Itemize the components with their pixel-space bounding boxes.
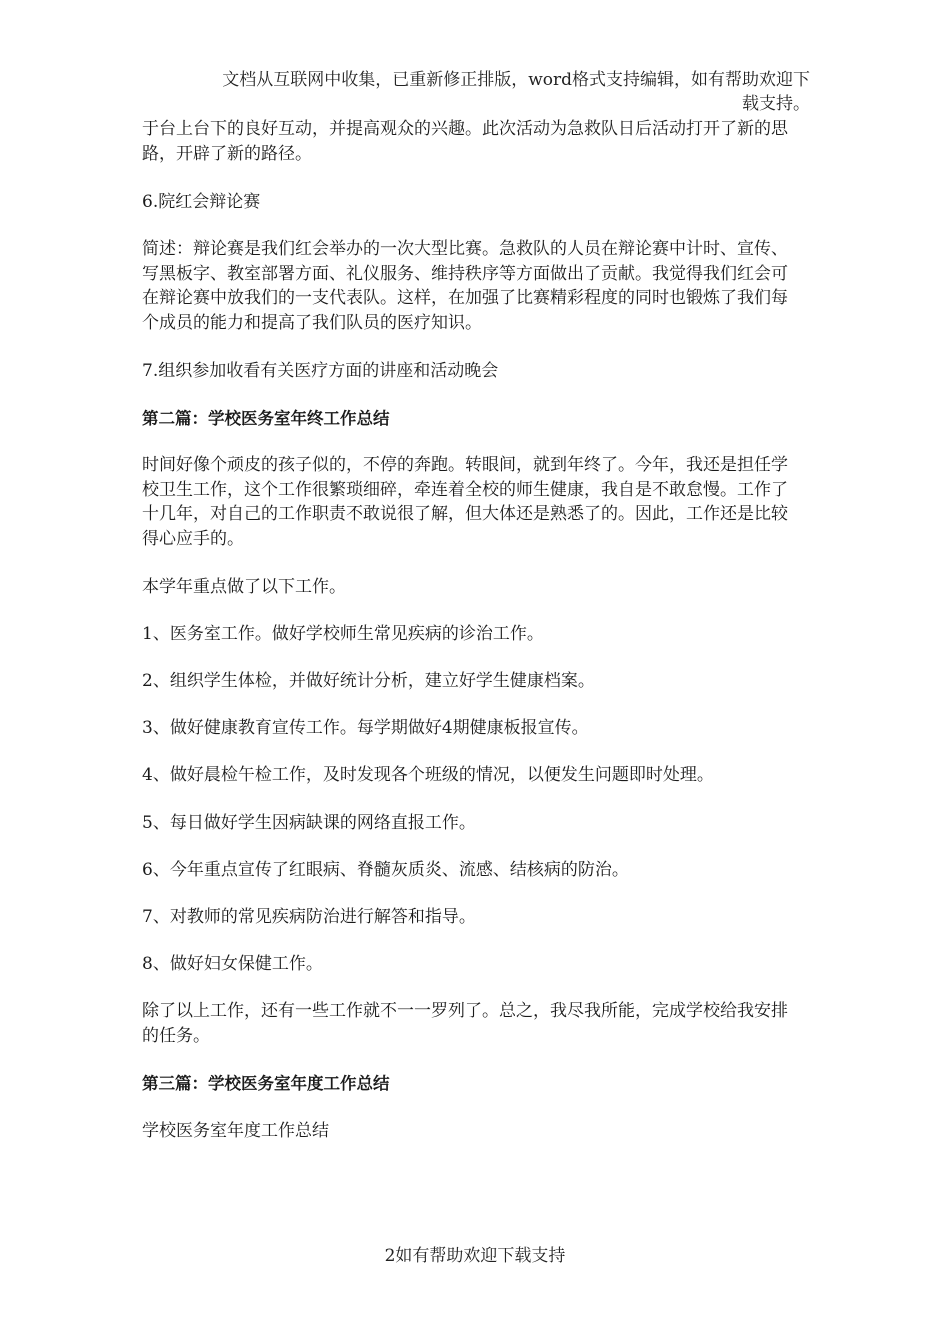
list-item: 2、组织学生体检，并做好统计分析，建立好学生健康档案。 — [142, 671, 595, 691]
item-6-description: 简述：辩论赛是我们红会举办的一次大型比赛。急救队的人员在辩论赛中计时、宣传、写黑板字、教室部署方面、礼仪服务、维持秩序等方面做出了贡献。我觉得我们红会可在辩论赛中放我们的一支代表队。这样，在加强了比赛精彩程度的同时也锻炼了我们每个成员的能力和提高了我们队员的医疗知识。 — [142, 239, 788, 333]
list-item: 4、做好晨检午检工作，及时发现各个班级的情况，以便发生问题即时处理。 — [142, 765, 714, 785]
section-2-intro: 时间好像个顽皮的孩子似的，不停的奔跑。转眼间，就到年终了。今年，我还是担任学校卫生工作，这个工作很繁琐细碎，牵连着全校的师生健康，我自是不敢怠慢。工作了十几年，对自己的工作职责不敢说很了解，但大体还是熟悉了的。因此，工作还是比较得心应手的。 — [142, 455, 788, 549]
header-line-2: 载支持。 — [742, 94, 810, 114]
section-2-lead: 本学年重点做了以下工作。 — [142, 577, 346, 597]
list-item: 7、对教师的常见疾病防治进行解答和指导。 — [142, 907, 476, 927]
list-item: 1、医务室工作。做好学校师生常见疾病的诊治工作。 — [142, 624, 544, 644]
section-2-closing: 除了以上工作，还有一些工作就不一一罗列了。总之，我尽我所能，完成学校给我安排的任务。 — [142, 1001, 788, 1046]
page-footer: 2如有帮助欢迎下载支持 — [384, 1246, 566, 1266]
header-line-1: 文档从互联网中收集，已重新修正排版，word格式支持编辑，如有帮助欢迎下 — [222, 70, 810, 90]
list-item: 5、每日做好学生因病缺课的网络直报工作。 — [142, 813, 476, 833]
paragraph-continuation: 于台上台下的良好互动，并提高观众的兴趣。此次活动为急救队日后活动打开了新的思路，开辟了新的路径。 — [142, 119, 788, 164]
section-3-heading: 第三篇：学校医务室年度工作总结 — [142, 1074, 390, 1093]
section-3-first-line: 学校医务室年度工作总结 — [142, 1121, 329, 1141]
item-6-title: 6.院红会辩论赛 — [142, 192, 261, 212]
list-item: 8、做好妇女保健工作。 — [142, 954, 323, 974]
section-2-heading: 第二篇：学校医务室年终工作总结 — [142, 409, 390, 428]
list-item: 3、做好健康教育宣传工作。每学期做好4期健康板报宣传。 — [142, 718, 589, 738]
list-item: 6、今年重点宣传了红眼病、脊髓灰质炎、流感、结核病的防治。 — [142, 860, 629, 880]
page-header — [140, 68, 810, 116]
item-7-title: 7.组织参加收看有关医疗方面的讲座和活动晚会 — [142, 361, 499, 381]
